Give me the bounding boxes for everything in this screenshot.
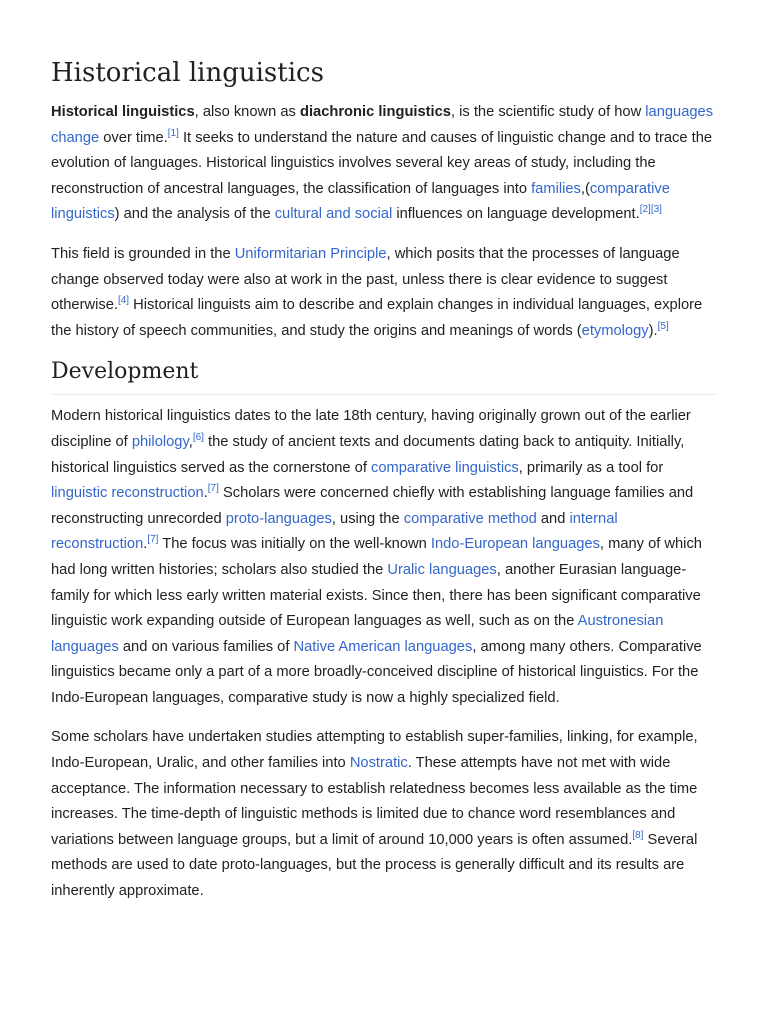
link-comparative-method[interactable]: comparative method — [403, 510, 537, 527]
text: This field is grounded in the — [51, 245, 235, 262]
link-etymology[interactable]: etymology — [581, 322, 649, 339]
text: ,( — [580, 180, 590, 197]
text: ) and the analysis of the — [114, 206, 275, 223]
section-heading-development: Development — [51, 358, 717, 395]
link-austronesian-languages[interactable]: Austronesian languages — [51, 613, 664, 655]
text: Some scholars have undertaken studies attempting to establish super-families, linking, for example, Indo-European, Uralic, and other families into — [51, 729, 698, 772]
text: , among many others. Comparative linguistics became only a part of a more broadly-conceived discipline of historical linguistics. For the Indo-European languages, comparative study is now a highly specialized field. — [51, 638, 702, 706]
text: , using the — [331, 510, 404, 527]
intro-paragraph-2 — [51, 242, 717, 344]
reference-6[interactable]: [6] — [192, 432, 204, 444]
link-indo-european-languages[interactable]: Indo-European languages — [430, 536, 600, 553]
text: , many of which had long written histories; scholars also studied the — [51, 536, 702, 578]
text: , primarily as a tool for — [518, 459, 664, 476]
development-paragraph-1 — [51, 404, 717, 711]
bold-term: diachronic linguistics — [299, 104, 451, 120]
link-comparative-linguistics[interactable]: comparative linguistics — [51, 180, 670, 223]
text: , — [188, 433, 193, 450]
link-comparative-linguistics-2[interactable]: comparative linguistics — [371, 459, 519, 476]
text: . These attempts have not met with wide acceptance. The information necessary to establish relatedness becomes less available as the time increases. The time-depth of linguistic methods is limited due to chance word resemblances and variations between language groups, but a limit of around 10,000 years is often assumed. — [51, 755, 698, 848]
link-philology[interactable]: philology — [131, 433, 189, 450]
text: , which posits that the processes of language change observed today were also at work in the past, unless there is clear evidence to suggest otherwise. — [51, 245, 680, 314]
text: Scholars were concerned chiefly with establishing language families and reconstructing unrecorded — [51, 485, 694, 527]
text: . — [203, 485, 208, 502]
link-cultural-and-social[interactable]: cultural and social — [274, 206, 393, 223]
intro-paragraph-1 — [51, 100, 717, 228]
reference-5[interactable]: [5] — [657, 320, 669, 332]
text: influences on language development. — [392, 206, 640, 223]
text: It seeks to understand the nature and causes of linguistic change and to trace the evolution of languages. Historical linguistics involves several key areas of study, including the reconstruction of ancestral languages, the classification of languages into — [51, 129, 713, 197]
reference-2[interactable]: [2] — [639, 204, 651, 216]
text: , also known as — [194, 104, 300, 120]
text: Historical linguists aim to describe and explain changes in individual languages, explore the history of speech communities, and study the origins and meanings of words ( — [51, 297, 703, 339]
text: , is the scientific study of how — [450, 104, 646, 120]
link-native-american-languages[interactable]: Native American languages — [293, 638, 473, 655]
link-families[interactable]: families — [531, 180, 581, 197]
link-languages-change[interactable]: languages change — [51, 104, 714, 146]
text: The focus was initially on the well-known — [158, 536, 431, 553]
reference-4[interactable]: [4] — [117, 295, 130, 307]
reference-3[interactable]: [3] — [650, 204, 662, 216]
text: and on various families of — [118, 638, 294, 655]
text: ). — [648, 322, 658, 339]
text: the study of ancient texts and documents dating back to antiquity. Initially, historical linguistics served as the cornerstone of — [51, 433, 685, 476]
link-internal-reconstruction[interactable]: internal reconstruction — [51, 510, 618, 553]
text: and — [536, 510, 570, 527]
bold-term: Historical linguistics — [51, 104, 195, 120]
link-proto-languages[interactable]: proto-languages — [225, 510, 332, 527]
reference-1[interactable]: [1] — [167, 127, 179, 139]
page-title: Historical linguistics — [51, 58, 324, 88]
reference-7b[interactable]: [7] — [147, 534, 159, 546]
link-nostratic[interactable]: Nostratic — [349, 755, 408, 772]
link-uralic-languages[interactable]: Uralic languages — [387, 561, 497, 578]
link-linguistic-reconstruction[interactable]: linguistic reconstruction — [51, 485, 204, 502]
reference-8[interactable]: [8] — [632, 829, 644, 841]
text: . — [143, 536, 148, 553]
text: Several methods are used to date proto-languages, but the process is generally difficult and its results are inherently approximate. — [51, 831, 698, 900]
text: Modern historical linguistics dates to the late 18th century, having originally grown out of the earlier discipline of — [51, 408, 691, 450]
text: over time. — [99, 129, 168, 146]
link-uniformitarian-principle[interactable]: Uniformitarian Principle — [234, 245, 387, 262]
reference-7[interactable]: [7] — [207, 483, 219, 495]
text: , another Eurasian language-family for which less early written material exists. Since then, there has been significant comparative linguistic work expanding outside of European languages as well, such as on the — [51, 561, 701, 630]
development-paragraph-2 — [51, 725, 717, 904]
